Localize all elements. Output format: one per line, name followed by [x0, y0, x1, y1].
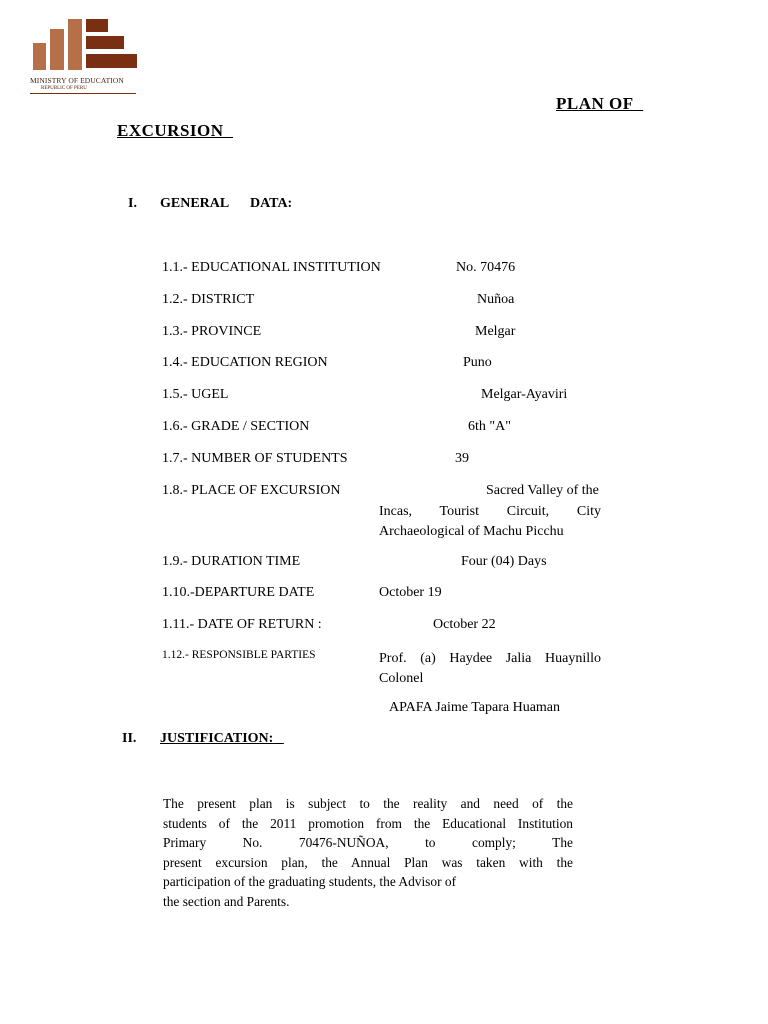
field-label-institution: 1.1.- EDUCATIONAL INSTITUTION [162, 260, 381, 275]
paragraph-line: students of the 2011 promotion from the Educational Institution [163, 815, 573, 831]
logo-bar [68, 19, 82, 70]
field-value-date-of-return: October 22 [433, 617, 496, 632]
section-heading-justification: JUSTIFICATION: [160, 731, 274, 746]
section-number: II. [122, 731, 137, 746]
logo-text-ministry: MINISTRY OF EDUCATION [30, 76, 124, 85]
field-label-responsible-parties: 1.12.- RESPONSIBLE PARTIES [162, 649, 316, 661]
field-label-duration-time: 1.9.- DURATION TIME [162, 554, 301, 569]
paragraph-line: present excursion plan, the Annual Plan was taken with the [163, 854, 573, 870]
logo-brick [86, 19, 108, 32]
paragraph-line: Primary No. 70476-NUÑOA, to comply; The [163, 835, 573, 851]
field-label-district: 1.2.- DISTRICT [162, 292, 255, 307]
field-value-number-of-students: 39 [455, 451, 469, 466]
field-value-district: Nuñoa [477, 292, 515, 307]
field-value-place-of-excursion-rest: Incas, Tourist Circuit, City Archaeological of Machu Picchu [379, 504, 601, 539]
logo-bar [33, 43, 46, 70]
paragraph-line: the section and Parents. [163, 893, 290, 909]
field-label-grade-section: 1.6.- GRADE / SECTION [162, 419, 310, 434]
justification-paragraph [163, 794, 573, 912]
field-label-ugel: 1.5.- UGEL [162, 387, 229, 402]
document-title-line2: EXCURSION [117, 121, 224, 140]
field-value-institution: No. 70476 [456, 260, 516, 275]
field-label-number-of-students: 1.7.- NUMBER OF STUDENTS [162, 451, 348, 466]
document-title-line1: PLAN OF [556, 94, 634, 113]
field-value-ugel: Melgar-Ayaviri [481, 387, 568, 402]
logo-brick [86, 54, 137, 68]
ministry-of-education-logo [30, 16, 140, 98]
field-value-province: Melgar [475, 324, 516, 339]
section-number: I. [128, 196, 137, 211]
paragraph-line: The present plan is subject to the reality and need of the [163, 796, 573, 811]
field-value-departure-date: October 19 [379, 585, 442, 600]
field-label-date-of-return: 1.11.- DATE OF RETURN : [162, 617, 322, 632]
field-value-education-region: Puno [463, 355, 492, 370]
field-value-responsible-parties: Prof. (a) Haydee Jalia Huaynillo Colonel [379, 651, 601, 686]
section-heading-general-data: GENERAL DATA: [160, 196, 293, 211]
field-label-place-of-excursion: 1.8.- PLACE OF EXCURSION [162, 483, 341, 498]
logo-bar [50, 29, 64, 70]
paragraph-line: participation of the graduating students, the Advisor of [163, 874, 457, 890]
logo-divider [30, 93, 136, 94]
field-label-province: 1.3.- PROVINCE [162, 324, 262, 339]
field-value-responsible-parties-apafa: APAFA Jaime Tapara Huaman [389, 700, 561, 715]
logo-text-republic: REPUBLIC OF PERU [41, 86, 87, 91]
field-label-departure-date: 1.10.-DEPARTURE DATE [162, 585, 315, 600]
field-value-grade-section: 6th "A" [468, 419, 511, 434]
logo-brick [86, 36, 124, 49]
field-label-education-region: 1.4.- EDUCATION REGION [162, 355, 328, 370]
field-value-place-of-excursion-line1: Sacred Valley of the [486, 483, 599, 498]
field-value-duration-time: Four (04) Days [461, 554, 547, 569]
